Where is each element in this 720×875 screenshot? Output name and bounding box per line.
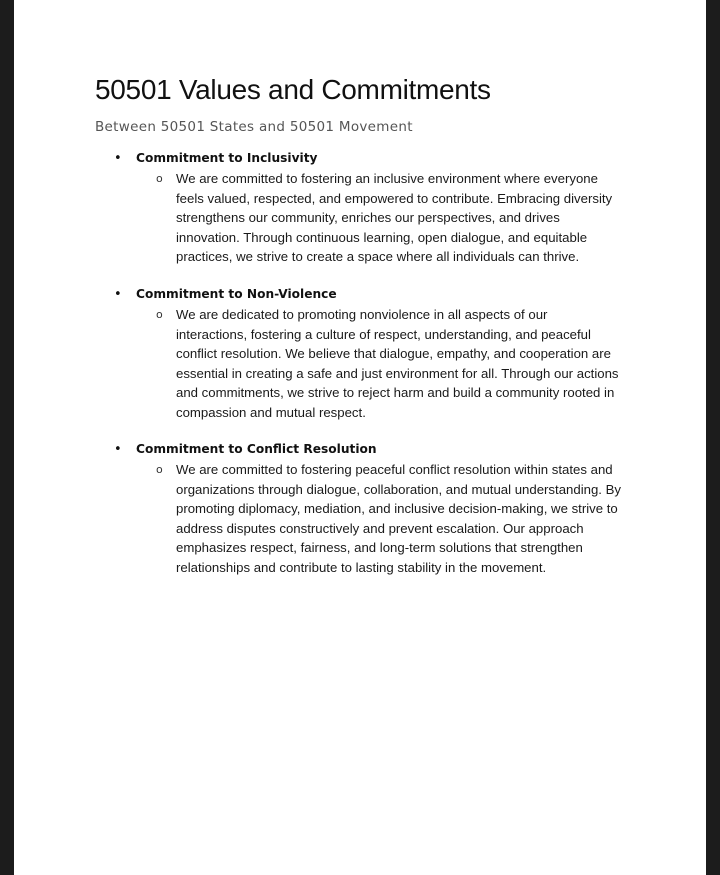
section-heading: Commitment to Non-Violence [136,287,337,301]
paragraph-line: relationships and contribute to lasting stability in the movement. [176,559,547,575]
hollow-bullet-icon: o [156,463,163,476]
document-subtitle: Between 50501 States and 50501 Movement [95,119,413,135]
bullet-icon: • [114,287,122,302]
paragraph-line: compassion and mutual respect. [176,404,366,420]
paragraph-line: We are committed to fostering an inclusive environment where everyone [176,171,598,186]
paragraph-line: promoting diplomacy, mediation, and inclusive decision-making, we strive to [176,501,618,516]
bullet-icon: • [114,442,122,457]
paragraph-line: innovation. Through continuous learning, open dialogue, and equitable [176,229,588,245]
paragraph-line: We are dedicated to promoting nonviolence in all aspects of our [176,307,548,322]
paragraph-line: address disputes constructively and prevent escalation. Our approach [176,520,584,536]
paragraph-line: practices, we strive to create a space where all individuals can thrive. [176,249,580,264]
section-paragraph [176,305,646,422]
section-heading: Commitment to Inclusivity [136,151,318,165]
paragraph-line: and commitments, we strive to reject harm and build a community rooted in [176,385,615,400]
hollow-bullet-icon: o [156,172,163,185]
section-paragraph [176,460,646,577]
paragraph-line: essential in creating a safe and just environment for all. Through our actions [176,365,619,381]
document-title: 50501 Values and Commitments [95,74,491,105]
paragraph-line: feels valued, respected, and empowered to contribute. Embracing diversity [176,190,613,206]
paragraph-line: strengthens our community, enriches our perspectives, and drives [176,210,560,225]
section-heading: Commitment to Conflict Resolution [136,442,377,456]
document-page [14,0,706,875]
paragraph-line: We are committed to fostering peaceful conflict resolution within states and [176,462,613,477]
bullet-icon: • [114,151,122,166]
paragraph-line: emphasizes respect, fairness, and long-term solutions that strengthen [176,540,583,555]
section-paragraph [176,169,646,267]
paragraph-line: interactions, fostering a culture of respect, understanding, and peaceful [176,326,591,342]
paragraph-line: conflict resolution. We believe that dialogue, empathy, and cooperation are [176,346,611,361]
hollow-bullet-icon: o [156,308,163,321]
paragraph-line: organizations through dialogue, collaboration, and mutual understanding. By [176,481,622,497]
